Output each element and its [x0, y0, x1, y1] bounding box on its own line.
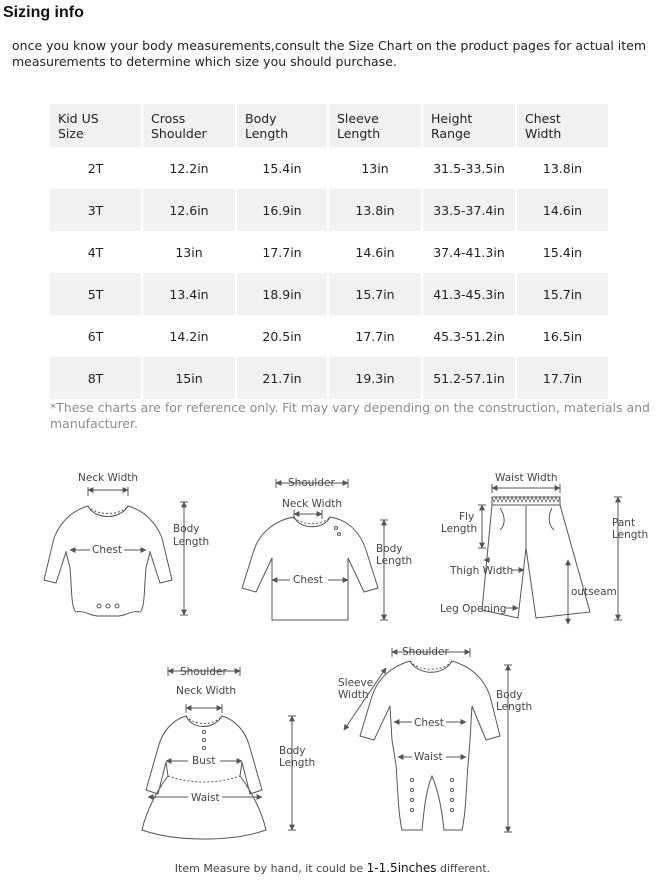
bodysuit-chest-label: Chest: [92, 544, 123, 556]
cell-body-length: 17.7in: [237, 231, 329, 273]
cell-size: 6T: [50, 315, 143, 357]
dress-shoulder-label: Shoulder: [180, 666, 227, 678]
cell-sleeve-length: 14.6in: [329, 231, 423, 273]
table-row: [50, 273, 610, 315]
cell-height-range: 41.3-45.3in: [423, 273, 517, 315]
cell-chest-width: 13.8in: [517, 147, 610, 189]
reference-note: *These charts are for reference only. Fit may vary depending on the construction, materials and manufacturer.: [50, 400, 650, 431]
cell-sleeve-length: 19.3in: [329, 357, 423, 399]
shirt-length-label: Length: [376, 555, 413, 567]
romper-width-label: Width: [338, 689, 369, 701]
pants-waist-label: Waist Width: [495, 472, 558, 484]
pants-pant-label: Pant: [612, 517, 636, 529]
romper-sleeve-label: Sleeve: [338, 677, 374, 689]
bodysuit-length-label: Length: [173, 536, 210, 548]
shirt-chest-label: Chest: [293, 574, 324, 586]
table-row: [50, 189, 610, 231]
cell-size: 2T: [50, 147, 143, 189]
header-body-line1: Body: [245, 110, 277, 126]
shirt-body-label: Body: [376, 543, 403, 555]
cell-chest-width: 14.6in: [517, 189, 610, 231]
cell-sleeve-length: 17.7in: [329, 315, 423, 357]
cell-sleeve-length: 13in: [329, 147, 423, 189]
size-chart-table: [50, 104, 610, 399]
header-sleeve-length: [329, 104, 423, 147]
page-title: Sizing info: [3, 4, 84, 21]
dress-body-label: Body: [279, 745, 306, 757]
cell-chest-width: 15.7in: [517, 273, 610, 315]
bodysuit-body-label: Body: [173, 523, 200, 535]
cell-size: 4T: [50, 231, 143, 273]
header-chest-line2: Width: [525, 125, 562, 141]
cell-chest-width: 15.4in: [517, 231, 610, 273]
pants-leg-label: Leg Opening: [440, 603, 507, 615]
table-row: [50, 315, 610, 357]
cell-chest-width: 16.5in: [517, 315, 610, 357]
cell-height-range: 31.5-33.5in: [423, 147, 517, 189]
shirt-shoulder-label: Shoulder: [288, 477, 335, 489]
header-chest-width: [517, 104, 610, 147]
pants-thigh-label: Thigh Width: [450, 565, 514, 577]
header-sleeve-line1: Sleeve: [337, 110, 379, 126]
shirt-neck-label: Neck Width: [282, 498, 343, 510]
footer-note: [0, 861, 665, 875]
cell-cross-shoulder: 13.4in: [143, 273, 237, 315]
header-cross-line2: Shoulder: [151, 125, 207, 141]
header-height-range: [423, 104, 517, 147]
footer-text-before: Item Measure by hand, it could be: [174, 862, 367, 875]
cell-size: 3T: [50, 189, 143, 231]
header-height-line2: Range: [431, 125, 471, 141]
header-cross-line1: Cross: [151, 110, 186, 126]
romper-chest-label: Chest: [414, 717, 445, 729]
romper-length-label: Length: [496, 701, 533, 713]
header-size: [50, 104, 143, 147]
cell-cross-shoulder: 14.2in: [143, 315, 237, 357]
header-body-length: [237, 104, 329, 147]
cell-sleeve-length: 15.7in: [329, 273, 423, 315]
cell-height-range: 51.2-57.1in: [423, 357, 517, 399]
pants-pant-length-label: Length: [612, 529, 649, 541]
header-height-line1: Height: [431, 110, 473, 126]
cell-chest-width: 17.7in: [517, 357, 610, 399]
cell-height-range: 45.3-51.2in: [423, 315, 517, 357]
header-size-line2: Size: [58, 125, 84, 141]
cell-body-length: 21.7in: [237, 357, 329, 399]
table-header-row: [50, 104, 610, 147]
cell-height-range: 37.4-41.3in: [423, 231, 517, 273]
cell-body-length: 20.5in: [237, 315, 329, 357]
cell-height-range: 33.5-37.4in: [423, 189, 517, 231]
pants-fly-length-label: Length: [441, 523, 478, 535]
pants-outseam-label: outseam: [571, 586, 617, 598]
header-size-line1: Kid US: [58, 110, 99, 126]
dress-waist-label: Waist: [191, 792, 220, 804]
romper-diagram: [344, 648, 512, 832]
header-body-line2: Length: [245, 125, 289, 141]
cell-size: 5T: [50, 273, 143, 315]
dress-bust-label: Bust: [192, 755, 216, 767]
cell-body-length: 15.4in: [237, 147, 329, 189]
cell-size: 8T: [50, 357, 143, 399]
cell-cross-shoulder: 15in: [143, 357, 237, 399]
cell-cross-shoulder: 13in: [143, 231, 237, 273]
header-chest-line1: Chest: [525, 110, 561, 126]
footer-highlight: 1-1.5inches: [366, 861, 437, 875]
dress-length-label: Length: [279, 757, 316, 769]
romper-body-label: Body: [496, 689, 523, 701]
cell-cross-shoulder: 12.6in: [143, 189, 237, 231]
cell-cross-shoulder: 12.2in: [143, 147, 237, 189]
bodysuit-neck-label: Neck Width: [78, 472, 139, 484]
romper-shoulder-label: Shoulder: [402, 646, 449, 658]
header-cross-shoulder: [143, 104, 237, 147]
measurement-diagrams: [0, 440, 665, 855]
table-row: [50, 357, 610, 399]
table-row: [50, 147, 610, 189]
cell-body-length: 16.9in: [237, 189, 329, 231]
pants-fly-label: Fly: [459, 511, 475, 523]
intro-text: once you know your body measurements,consult the Size Chart on the product pages for actual item measurements to determine which size you should purchase.: [12, 38, 647, 69]
cell-sleeve-length: 13.8in: [329, 189, 423, 231]
cell-body-length: 18.9in: [237, 273, 329, 315]
dress-neck-label: Neck Width: [176, 685, 237, 697]
romper-waist-label: Waist: [414, 751, 443, 763]
header-sleeve-line2: Length: [337, 125, 381, 141]
footer-text-after: different.: [436, 862, 491, 875]
table-row: [50, 231, 610, 273]
